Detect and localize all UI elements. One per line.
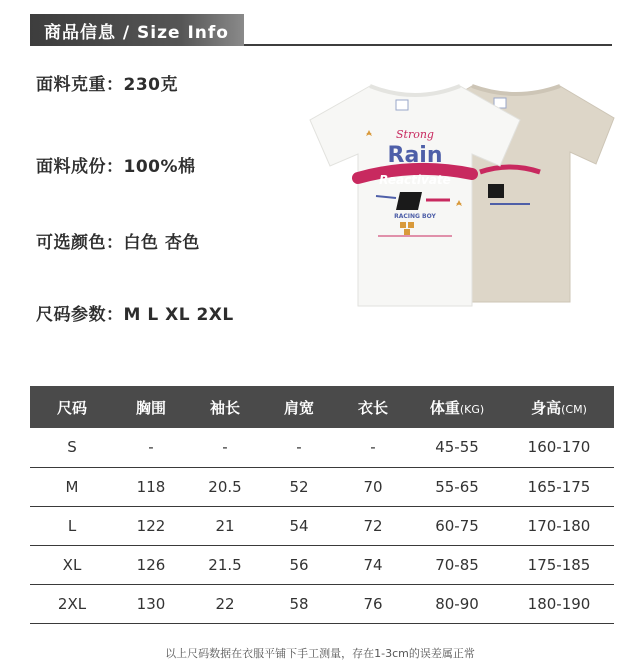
cell-size: 2XL bbox=[30, 584, 114, 623]
cell-weight: 45-55 bbox=[410, 428, 504, 467]
header-divider bbox=[244, 44, 612, 46]
cell-weight: 80-90 bbox=[410, 584, 504, 623]
cell-chest: 122 bbox=[114, 506, 188, 545]
cell-size: XL bbox=[30, 545, 114, 584]
cell-shoulder: 54 bbox=[262, 506, 336, 545]
cell-chest: 130 bbox=[114, 584, 188, 623]
cell-sleeve: 20.5 bbox=[188, 467, 262, 506]
cell-sleeve: 21.5 bbox=[188, 545, 262, 584]
cell-length: - bbox=[336, 428, 410, 467]
header-weight: 体重(KG) bbox=[410, 386, 504, 428]
size-table-header-row bbox=[30, 386, 614, 428]
cell-shoulder: 58 bbox=[262, 584, 336, 623]
cell-weight: 70-85 bbox=[410, 545, 504, 584]
cell-size: L bbox=[30, 506, 114, 545]
cell-length: 72 bbox=[336, 506, 410, 545]
print-strong-text: Strong bbox=[396, 128, 434, 141]
print-racing-boy-text: RACING BOY bbox=[394, 213, 436, 220]
cell-height: 175-185 bbox=[504, 545, 614, 584]
fabric-composition: 面料成份：100%棉 bbox=[36, 157, 196, 177]
size-options: 尺码参数：M L XL 2XL bbox=[36, 305, 234, 325]
cell-shoulder: - bbox=[262, 428, 336, 467]
cell-length: 74 bbox=[336, 545, 410, 584]
cell-length: 70 bbox=[336, 467, 410, 506]
cell-shoulder: 56 bbox=[262, 545, 336, 584]
cell-sleeve: - bbox=[188, 428, 262, 467]
page-title: 商品信息 / Size Info bbox=[44, 23, 229, 43]
header-length: 衣长 bbox=[336, 386, 410, 428]
cell-height: 180-190 bbox=[504, 584, 614, 623]
header-size: 尺码 bbox=[30, 386, 114, 428]
cell-height: 160-170 bbox=[504, 428, 614, 467]
cell-chest: - bbox=[114, 428, 188, 467]
header-shoulder: 肩宽 bbox=[262, 386, 336, 428]
available-colors: 可选颜色：白色 杏色 bbox=[36, 233, 200, 253]
fabric-weight: 面料克重：230克 bbox=[36, 75, 178, 95]
cell-length: 76 bbox=[336, 584, 410, 623]
white-tshirt-image bbox=[300, 80, 530, 310]
cell-sleeve: 21 bbox=[188, 506, 262, 545]
table-row bbox=[30, 428, 614, 467]
header-sleeve: 袖长 bbox=[188, 386, 262, 428]
cell-weight: 55-65 bbox=[410, 467, 504, 506]
table-row bbox=[30, 545, 614, 584]
cell-size: S bbox=[30, 428, 114, 467]
cell-shoulder: 52 bbox=[262, 467, 336, 506]
cell-chest: 118 bbox=[114, 467, 188, 506]
table-row bbox=[30, 467, 614, 506]
cell-chest: 126 bbox=[114, 545, 188, 584]
cell-height: 170-180 bbox=[504, 506, 614, 545]
header-chest: 胸围 bbox=[114, 386, 188, 428]
size-chart-table bbox=[30, 386, 614, 624]
header-height: 身高(CM) bbox=[504, 386, 614, 428]
table-row bbox=[30, 506, 614, 545]
cell-sleeve: 22 bbox=[188, 584, 262, 623]
table-row bbox=[30, 584, 614, 623]
cell-height: 165-175 bbox=[504, 467, 614, 506]
print-reactivate-text: Reactivate bbox=[379, 173, 451, 187]
cell-size: M bbox=[30, 467, 114, 506]
cell-weight: 60-75 bbox=[410, 506, 504, 545]
print-rain-text: Rain bbox=[387, 143, 443, 168]
measurement-note: 以上尺码数据在衣服平铺下手工测量，存在1-3cm的误差属正常 bbox=[165, 647, 475, 660]
